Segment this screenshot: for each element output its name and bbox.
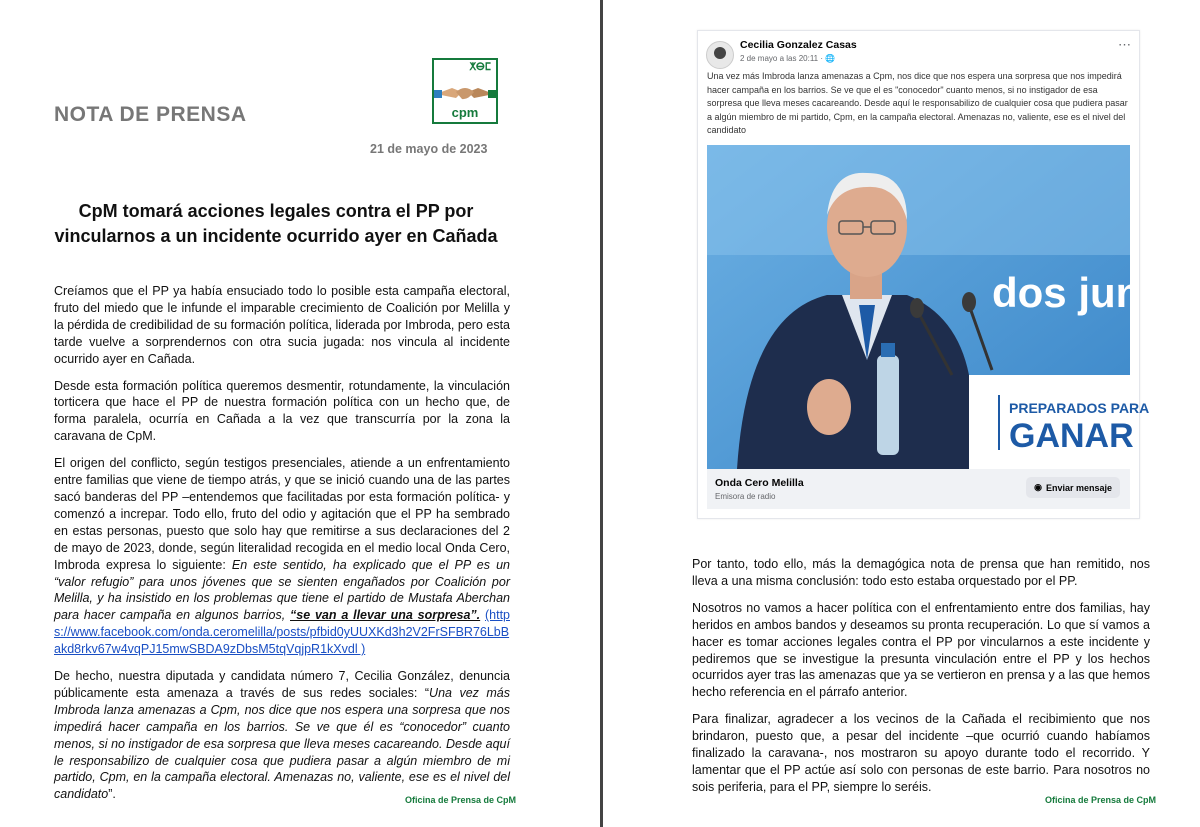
paragraph-1: Creíamos que el PP ya había ensuciado todo lo posible esta campaña electoral, fruto del miedo que le infunde el imparable crecimiento de Coalición por Melilla y la pérdida de credibilidad de su formación política, liderada por Imbroda, pero esta tarde vuelve a sorprendernos con otra sucia jugada: nos vincula al incidente ocurrido ayer en Cañada. — [54, 284, 510, 366]
release-date: 21 de mayo de 2023 — [370, 142, 488, 156]
post-text: Una vez más Imbroda lanza amenazas a Cpm, nos dice que nos espera una sorpresa que nos impedirá hacer campaña en los barrios. Se ve que el es "conocedor" cuanto menos, si no instigador de esa sorpresa que lleva meses cacareando. Desde aquí le responsabilizo de cualquier cosa que pudiera pasar a algún miembro de mi partido, Cpm, en la campaña electoral. Amenazas no, valiente, ese es el nivel del candidato — [707, 71, 1128, 136]
linked-page-category: Emisora de radio — [715, 492, 776, 501]
send-message-button[interactable] — [1026, 477, 1120, 498]
messenger-icon: ◉ — [1034, 482, 1042, 492]
left-body — [54, 283, 510, 813]
banner-text: dos junto — [992, 269, 1181, 316]
right-paragraph-1: Por tanto, todo ello, más la demagógica nota de prensa que han remitido, nos lleva a una misma conclusión: todo esto estaba orquestado por el PP. — [692, 557, 1150, 588]
paragraph-3 — [54, 455, 510, 658]
page-link-card[interactable] — [707, 469, 1130, 509]
post-photo — [707, 145, 1181, 469]
author-avatar — [706, 41, 734, 69]
facebook-post-link[interactable]: (https://www.facebook.com/onda.ceromelilla/posts/pfbid0yUUXKd3h2V2FrSFBR76LbBakd8rkv67w4vqPJ15mwSBDA9zDbsM5tqVqjpR1kXvdl ) — [54, 608, 510, 657]
sign-line-2: GANAR — [1009, 417, 1134, 455]
paragraph-4-quote: Una vez más Imbroda lanza amenazas a Cpm, nos dice que nos espera una sorpresa que nos impedirá hacer campaña en los barrios. Se ve que él es “conocedor” cuanto menos, si no instigador de esa sorpresa que lleva meses cacareando. Desde aquí le responsabilizo de cualquier cosa que pudiera pasar a algún miembro de mi partido, Cpm, en la campaña electoral. Amenazas no, valiente, ese es el nivel del candidato — [54, 685, 510, 802]
right-paragraph-3: Para finalizar, agradecer a los vecinos de la Cañada el recibimiento que nos brindaron, puesto que, a pesar del incidente –que ocurrió cuando habíamos finalizado la caravana-, nos mostraron su apoyo durante todo el recorrido. Y lamentar que el PP actúe así solo con personas de este barrio. Para nosotros no sois periferia, para el PP, siempre lo seréis. — [692, 712, 1150, 794]
right-paragraph-2: Nosotros no vamos a hacer política con el enfrentamiento entre dos familias, hay heridos en ambos bandos y deseamos su pronta recuperación. Lo que sí vamos a hacer es tomar acciones legales contra el PP por vincularnos a este incidente y pediremos que se investigue la presunta vinculación entre el PP y los hechos ocurridos ayer tras las amenazas que ya se vertieron en prensa y a las que hemos hecho referencia en el párrafo anterior. — [692, 600, 1150, 700]
right-body — [692, 556, 1150, 806]
paragraph-3-text: El origen del conflicto, según testigos presenciales, atiende a un enfrentamiento entre familias que viene de tiempo atrás, y que se inició cuando una de las partes sacó banderas del PP –entendemos que facilitadas por esta formación política- y comenzó a increpar. Todo ello, fruto del odio y agitación que el PP ha sembrado en estas personas, puesto que solo hay que remitirse a sus declaraciones del 2 de mayo de 2023, donde, según literalidad recogida en el medio local Onda Cero, Imbroda expresa lo siguiente: — [54, 456, 510, 572]
release-title: CpM tomará acciones legales contra el PP por vincularnos a un incidente ocurrido ayer en Cañada — [54, 201, 498, 246]
paragraph-4 — [54, 668, 510, 803]
right-page — [604, 0, 1200, 827]
more-options-icon[interactable]: ⋯ — [1118, 37, 1131, 52]
paragraph-4-text: De hecho, nuestra diputada y candidata número 7, Cecilia González, denuncia públicamente esta amenaza a través de sus redes sociales: “ — [54, 669, 510, 700]
press-release-heading: NOTA DE PRENSA — [54, 103, 247, 126]
speaker-photo — [707, 145, 1181, 469]
send-message-label: Enviar mensaje — [1045, 482, 1112, 493]
post-time — [740, 54, 835, 63]
sign-line-1: PREPARADOS PARA — [1009, 400, 1150, 416]
linked-page-name: Onda Cero Melilla — [715, 477, 804, 489]
post-author: Cecilia Gonzalez Casas — [740, 39, 857, 51]
left-footer: Oficina de Prensa de CpM — [405, 795, 517, 805]
facebook-post-screenshot — [697, 30, 1181, 519]
right-footer: Oficina de Prensa de CpM — [1045, 795, 1157, 805]
paragraph-3-quote-bold: “se van a llevar una sorpresa”. — [290, 608, 481, 623]
paragraph-3-quote: En este sentido, ha explicado que el PP es un “valor refugio” para unos jóvenes que se sienten engañados por Coalición por Melilla, y ha insistido en los problemas que tiene el partido de Mustafa Aberchan para hacer campaña en algunos barrios, — [54, 557, 510, 623]
logo-cpm-text: cpm — [451, 105, 479, 120]
cpm-logo — [432, 58, 498, 124]
post-time-text: 2 de mayo a las 20:11 · — [740, 54, 826, 63]
paragraph-4-end: ”. — [108, 787, 116, 802]
paragraph-2: Desde esta formación política queremos desmentir, rotundamente, la vinculación torticera que hace el PP de nuestra formación política con un hecho que, de forma paralela, ocurría en Cañada a la vez que transcurría por la zona la caravana de CpM. — [54, 378, 510, 444]
globe-icon: 🌐 — [825, 54, 836, 63]
logo-tifinagh-text: ⵅⴱⵎ — [469, 62, 491, 73]
page-divider — [600, 0, 603, 827]
